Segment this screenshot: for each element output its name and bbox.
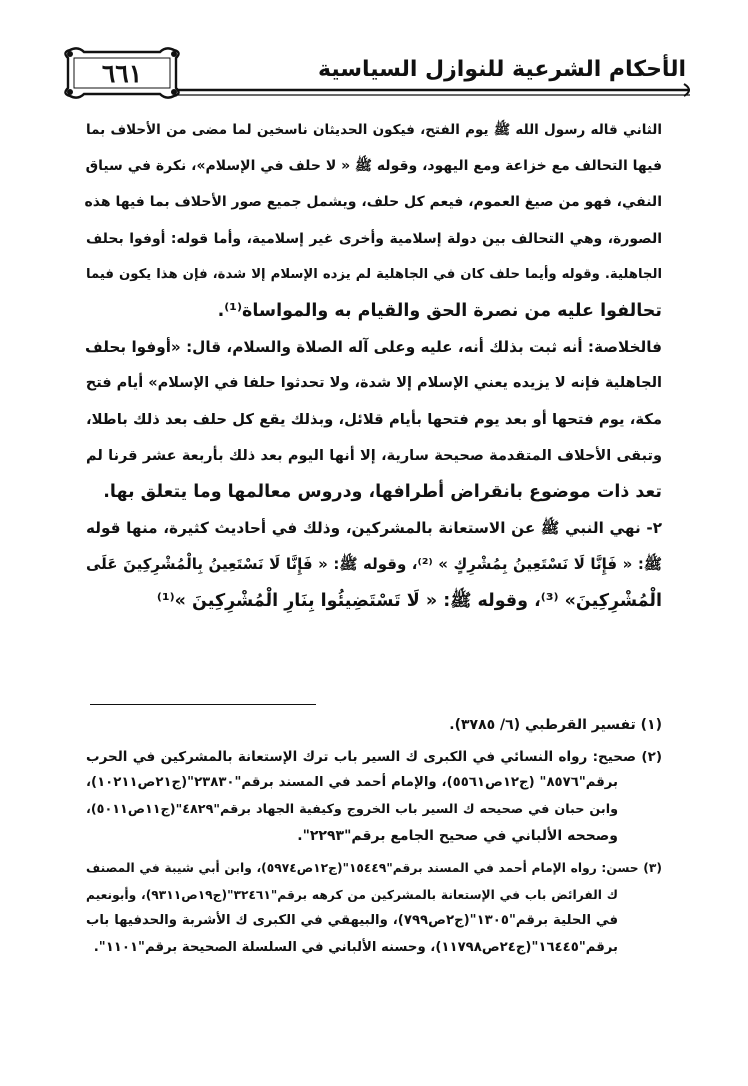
main-text	[86, 112, 662, 619]
footnote-line: برقم"٨٥٧٦" (ج١٢ص٥٥٦١)، والإمام أحمد في المسند برقم"٢٣٨٣٠"(ج٢١ص١٠٢١١)،	[86, 775, 619, 791]
footnote-separator	[90, 704, 316, 705]
text-line: ٢- نهي النبي ﷺ عن الاستعانة بالمشركين، وذلك في أحاديث كثيرة، منها قوله	[86, 519, 662, 538]
text-line: الجاهلية. وقوله وأيما حلف كان في الجاهلية لم يزده الإسلام إلا شدة، فإن هذا يكون فيما	[86, 266, 662, 282]
text-line: فيها التحالف مع خزاعة ومع اليهود، وقوله ﷺ « لا حلف في الإسلام»، نكرة في سياق	[85, 158, 662, 175]
text-line: الجاهلية فإنه لا يزيده يعني الإسلام إلا شدة، ولا تحدثوا حلفا في الإسلام» أيام فتح	[85, 375, 662, 392]
page-header	[60, 44, 694, 102]
text-line: الصورة، وهي التحالف بين دولة إسلامية وأخرى غير إسلامية، وأما قوله: أوفوا بحلف	[86, 230, 662, 247]
text-line: مكة، يوم فتحها أو بعد يوم فتحها بأيام قلائل، وبذلك يقع كل حلف بعد ذلك باطلا،	[86, 410, 662, 428]
footnotes	[86, 712, 662, 966]
footnote-line: (٢) صحيح: رواه النسائي في الكبرى ك السير باب ترك الإستعانة بالمشركين في الحرب	[86, 748, 662, 765]
footnote-2	[86, 744, 662, 850]
footnote-1	[86, 712, 662, 739]
text-line: الثاني قاله رسول الله ﷺ يوم الفتح، فيكون الحديثان ناسخين لما مضى من الأحلاف بما	[86, 122, 662, 138]
footnote-3	[86, 855, 662, 961]
text-line: ﷺ: « فَإِنَّا لَا نَسْتَعِينُ بِمُشْرِكٍ » ⁽²⁾، وقوله ﷺ: « فَإِنَّا لَا نَسْتَعِينُ بِالْمُشْرِكِينَ عَلَى	[86, 555, 662, 574]
footnote-line: برقم"١٦٤٤٥"(ج٢٤ص١١٧٩٨)، وحسنه الألباني في السلسلة الصحيحة برقم"١١٠١".	[93, 939, 618, 955]
text-line: وتبقى الأحلاف المتقدمة صحيحة سارية، إلا أنها اليوم بعد ذلك بأربعة عشر قرنا لم	[86, 447, 662, 464]
text-line: الْمُشْرِكِينَ» ⁽³⁾، وقوله ﷺ: « لَا تَسْتَضِيئُوا بِنَارِ الْمُشْرِكِينَ »⁽¹⁾	[156, 590, 662, 611]
paragraph-3	[86, 510, 662, 619]
footnote-line: (٣) حسن: رواه الإمام أحمد في المسند برقم"١٥٤٤٩"(ج١٢ص٥٩٧٤)، وابن أبي شيبة في المصنف	[86, 860, 662, 875]
text-line: تعد ذات موضوع بانقراض أطرافها، ودروس معالمها وما يتعلق بها.	[103, 482, 662, 503]
paragraph-2	[86, 329, 662, 510]
footnote-line: وابن حبان في صحيحه ك السير باب الخروج وكيفية الجهاد برقم"٤٨٢٩"(ج١١ص٥٠١١)،	[86, 801, 618, 817]
text-line: فالخلاصة: أنه ثبت بذلك أنه، عليه وعلى آله الصلاة والسلام، قال: «أوفوا بحلف	[85, 338, 662, 357]
text-line: النفي، فهو من صيغ العموم، فيعم كل حلف، ويشمل جميع صور الأحلاف بما فيها هذه	[84, 194, 662, 211]
footnote-line: (١) تفسير القرطبي (٦/ ٣٧٨٥).	[449, 717, 662, 733]
running-book-title: الأحكام الشرعية للنوازل السياسية	[318, 57, 686, 82]
footnote-line: ك الفرائض باب في الإستعانة بالمشركين من كرهه برقم"٣٢٤٦١"(ج١٩ص٩٣١١)، وأبونعيم	[86, 887, 618, 902]
text-line: تحالفوا عليه من نصرة الحق والقيام به والمواساة⁽¹⁾.	[217, 301, 662, 322]
paragraph-1	[86, 112, 662, 329]
footnote-line: في الحلية برقم"١٣٠٥"(ج٢ص٧٩٩)، والبيهقي في الكبرى ك الأشربة والحدفيها باب	[86, 913, 618, 929]
page-number: ٦٦١	[101, 59, 143, 88]
footnote-line: وصححه الألباني في صحيح الجامع برقم"٢٢٩٣".	[297, 828, 618, 845]
